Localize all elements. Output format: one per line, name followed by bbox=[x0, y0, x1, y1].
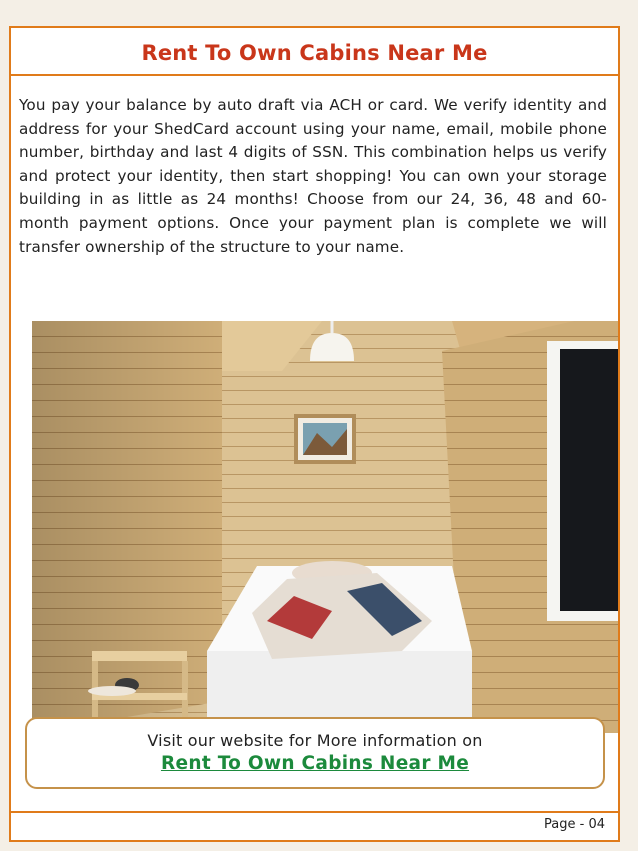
cta-text: Visit our website for More information on bbox=[147, 731, 483, 750]
page-frame bbox=[9, 26, 620, 842]
cabin-bedroom-photo bbox=[32, 321, 618, 733]
footer-divider bbox=[11, 811, 618, 813]
title-bar bbox=[11, 28, 618, 76]
body-paragraph: You pay your balance by auto draft via ACH or card. We verify identity and address for your ShedCard account using your name, email, mobile phone number, birthday and last 4 digits of SSN. This combination helps us verify and protect your identity, then start shopping! You can own your storage building in as little as 24 months! Choose from our 24, 36, 48 and 60-month payment options. Once your payment plan is complete we will transfer ownership of the structure to your name. bbox=[19, 96, 607, 256]
cabin-photo-illustration bbox=[32, 321, 618, 733]
cta-website-link[interactable]: Rent To Own Cabins Near Me bbox=[160, 753, 470, 774]
page-title: Rent To Own Cabins Near Me bbox=[141, 41, 488, 65]
website-cta-box bbox=[25, 717, 605, 789]
page-number: Page - 04 bbox=[544, 817, 605, 832]
